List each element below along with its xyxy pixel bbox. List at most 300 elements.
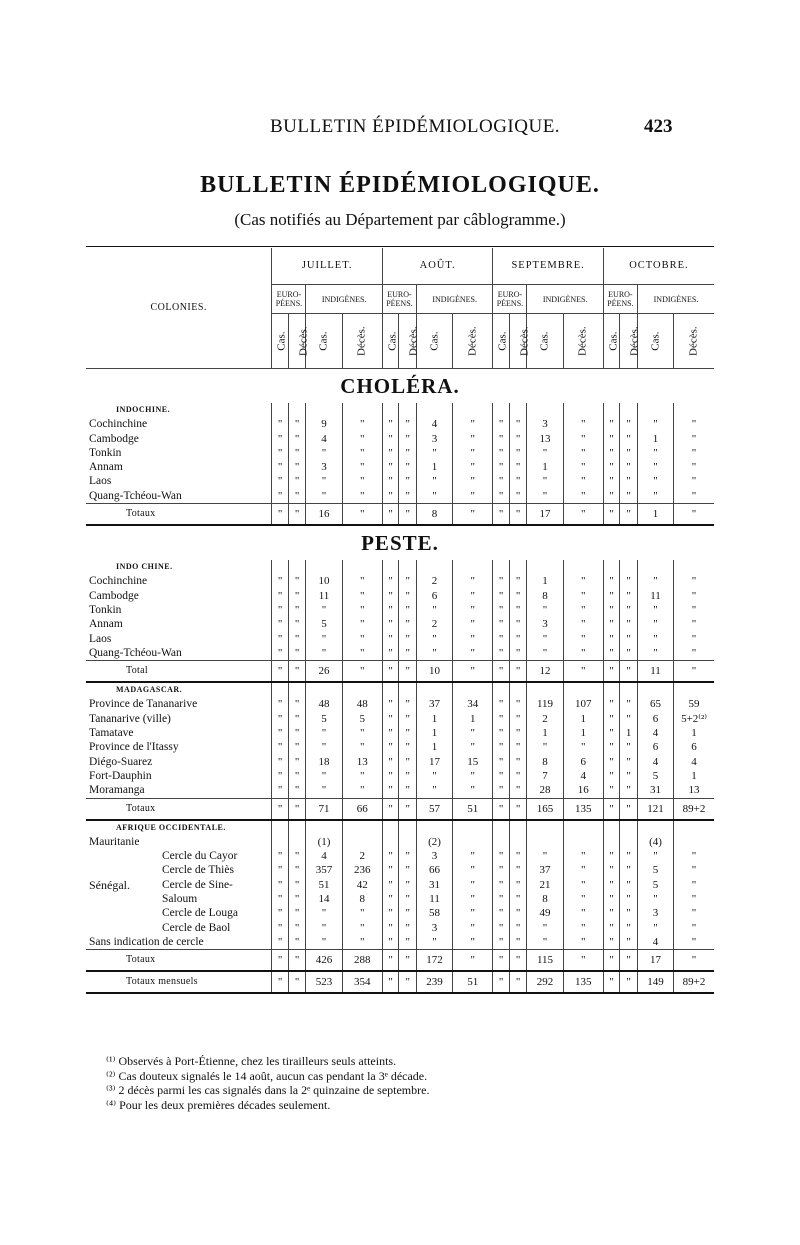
cell-value: " [382, 661, 399, 683]
cell-value: " [288, 755, 306, 769]
cell-value: " [493, 432, 510, 446]
cell-value: " [453, 906, 493, 920]
cell-value: " [342, 906, 382, 920]
table-row [86, 489, 714, 504]
cell-value: " [493, 646, 510, 661]
group-indochine-cholera [86, 403, 714, 417]
empty-cell [453, 682, 493, 697]
cell-value: " [509, 921, 527, 935]
cell-value: " [342, 617, 382, 631]
cell-value: " [603, 783, 620, 798]
cell-value: " [637, 603, 673, 617]
cell-value: " [493, 446, 510, 460]
cell-value: " [288, 589, 306, 603]
cell-value: " [637, 417, 673, 431]
cell-value: " [620, 504, 638, 526]
cell-value: 6 [416, 589, 452, 603]
cell-value: 18 [306, 755, 342, 769]
cell-value: " [399, 489, 417, 504]
cell-value: " [674, 632, 714, 646]
cell-value: " [342, 935, 382, 950]
cell-value: " [342, 589, 382, 603]
cell-value: 17 [416, 755, 452, 769]
cell-value: " [382, 617, 399, 631]
cell-value: " [509, 574, 527, 588]
cell-value: " [382, 740, 399, 754]
cell-value: " [509, 603, 527, 617]
row-label: Totaux [86, 504, 272, 526]
cell-value: " [382, 417, 399, 431]
empty-cell [603, 560, 620, 574]
cell-value: 13 [527, 432, 563, 446]
month-header-september: SEPTEMBRE. [493, 248, 603, 285]
cell-value: " [493, 632, 510, 646]
cell-value: " [272, 783, 289, 798]
row-label: Cercle de Thiès [162, 864, 234, 877]
cell-value: 4 [306, 432, 342, 446]
table-row [86, 783, 714, 798]
cell-value: " [674, 489, 714, 504]
cell-value: 5 [637, 769, 673, 783]
cell-value: " [288, 432, 306, 446]
row-label: Laos [89, 475, 112, 488]
cell-value: " [563, 504, 603, 526]
empty-cell [603, 820, 620, 835]
cell-value: " [603, 489, 620, 504]
cell-value: " [509, 446, 527, 460]
deces-label: Décès. [466, 326, 479, 356]
cell-value: " [603, 589, 620, 603]
cell-value: " [509, 661, 527, 683]
cell-value: " [342, 661, 382, 683]
cell-value: " [509, 726, 527, 740]
table-row [86, 755, 714, 769]
cell-value: " [603, 892, 620, 906]
cell-value: " [620, 892, 638, 906]
row-label: Tananarive (ville) [89, 712, 171, 725]
cell-value: " [272, 489, 289, 504]
cell-value: " [272, 432, 289, 446]
cell-value: " [453, 417, 493, 431]
cell-value: " [493, 574, 510, 588]
cell-value: " [453, 446, 493, 460]
cell-value: " [453, 603, 493, 617]
row-label: Totaux [86, 798, 272, 820]
cell-value: " [603, 474, 620, 488]
cell-value: 12 [527, 661, 563, 683]
cell-value: 1 [453, 712, 493, 726]
cell-value: " [493, 971, 510, 993]
europeens-subheader: EURO-PÉENS. [382, 285, 416, 314]
cell-value: " [416, 474, 452, 488]
cell-value: " [272, 755, 289, 769]
cell-value: (4) [637, 835, 673, 849]
cell-value: " [674, 878, 714, 892]
cell-value: " [527, 446, 563, 460]
cell-value: " [272, 798, 289, 820]
cell-value: 6 [637, 740, 673, 754]
row-label: Saloum [162, 893, 198, 906]
cell-value: " [527, 740, 563, 754]
row-label: Fort-Dauphin [89, 769, 152, 782]
cell-value: " [399, 474, 417, 488]
cell-value: " [603, 460, 620, 474]
cell-value: 1 [674, 769, 714, 783]
cell-value: " [493, 950, 510, 972]
cell-value: " [288, 603, 306, 617]
cell-value: 4 [637, 935, 673, 950]
cell-value: " [563, 460, 603, 474]
cell-value [493, 835, 510, 849]
cell-value: " [399, 417, 417, 431]
cell-value: " [637, 474, 673, 488]
row-label: Cercle de Louga [162, 907, 238, 920]
row-label: Cochinchine [89, 418, 148, 431]
cas-subheader [637, 314, 673, 369]
cell-value: " [272, 617, 289, 631]
cell-value: " [509, 906, 527, 920]
cell-value: " [603, 617, 620, 631]
deces-subheader [453, 314, 493, 369]
cas-subheader [527, 314, 563, 369]
cell-value: " [288, 712, 306, 726]
table-row [86, 769, 714, 783]
table-row [86, 740, 714, 754]
cell-value: " [509, 632, 527, 646]
deces-label: Décès. [356, 326, 369, 356]
cell-value: 1 [416, 726, 452, 740]
cell-value: " [620, 849, 638, 863]
cell-value: " [509, 474, 527, 488]
cell-value: " [382, 935, 399, 950]
cell-value: " [603, 740, 620, 754]
group-label: INDOCHINE. [116, 405, 171, 414]
cas-subheader [382, 314, 399, 369]
cell-value: 10 [416, 661, 452, 683]
cell-value: " [527, 489, 563, 504]
cell-value: " [453, 574, 493, 588]
empty-cell [493, 560, 510, 574]
cell-value: " [509, 432, 527, 446]
cell-value: " [509, 589, 527, 603]
empty-cell [674, 560, 714, 574]
cell-value: " [620, 935, 638, 950]
cell-value: " [416, 935, 452, 950]
cell-value: " [493, 417, 510, 431]
cell-value: " [563, 921, 603, 935]
cell-value: 31 [637, 783, 673, 798]
group-afrique-occidentale [86, 820, 714, 835]
cell-value: " [306, 646, 342, 661]
cell-value: " [563, 878, 603, 892]
cell-value: " [603, 697, 620, 711]
cell-value: " [272, 849, 289, 863]
empty-cell [493, 682, 510, 697]
cas-subheader [416, 314, 452, 369]
cell-value: " [509, 950, 527, 972]
cell-value: " [272, 740, 289, 754]
cell-value: " [620, 489, 638, 504]
deces-subheader [563, 314, 603, 369]
cell-value: " [509, 504, 527, 526]
cell-value: " [288, 878, 306, 892]
cell-value: 9 [306, 417, 342, 431]
empty-cell [453, 820, 493, 835]
cell-value: " [637, 921, 673, 935]
cell-value: 14 [306, 892, 342, 906]
cell-value: " [674, 950, 714, 972]
cell-value: " [382, 755, 399, 769]
cell-value: " [453, 892, 493, 906]
table-row [86, 646, 714, 661]
empty-cell [272, 560, 289, 574]
cell-value: " [288, 632, 306, 646]
table-row [86, 446, 714, 460]
cell-value: " [563, 432, 603, 446]
cell-value: " [674, 906, 714, 920]
cell-value: " [382, 906, 399, 920]
cell-value: 149 [637, 971, 673, 993]
cell-value: " [288, 504, 306, 526]
empty-cell [382, 403, 399, 417]
cell-value: " [272, 446, 289, 460]
cell-value: " [272, 574, 289, 588]
footnote-1: ⁽¹⁾ Observés à Port-Étienne, chez les tirailleurs seuls atteints. [106, 1054, 397, 1068]
empty-cell [563, 682, 603, 697]
running-head-title: BULLETIN ÉPIDÉMIOLOGIQUE. [270, 116, 561, 137]
cell-value: " [620, 798, 638, 820]
cell-value: " [509, 617, 527, 631]
cell-value: 2 [416, 617, 452, 631]
cell-value: " [399, 935, 417, 950]
cell-value: 37 [527, 863, 563, 877]
cas-subheader [603, 314, 620, 369]
cell-value: " [453, 921, 493, 935]
cell-value: 34 [453, 697, 493, 711]
row-label: Tonkin [89, 603, 122, 616]
cell-value: " [382, 878, 399, 892]
row-label: Cercle de Sine- Sénégal. [89, 877, 233, 892]
cell-value: " [674, 617, 714, 631]
cell-value: " [620, 417, 638, 431]
cell-value: " [620, 589, 638, 603]
cell-value: 3 [527, 617, 563, 631]
cell-value: " [637, 446, 673, 460]
deces-label: Décès. [577, 326, 590, 356]
empty-cell [416, 560, 452, 574]
cell-value: " [399, 849, 417, 863]
total-row [86, 661, 714, 683]
cell-value: " [563, 646, 603, 661]
cell-value: " [620, 474, 638, 488]
group-label: AFRIQUE OCCIDENTALE. [116, 822, 226, 832]
cell-value: " [288, 460, 306, 474]
cell-value: " [342, 726, 382, 740]
cell-value: 16 [563, 783, 603, 798]
cell-value: " [563, 489, 603, 504]
europeens-subheader: EURO-PÉENS. [603, 285, 637, 314]
cell-value: " [399, 798, 417, 820]
cell-value: 28 [527, 783, 563, 798]
cell-value: " [603, 417, 620, 431]
cell-value: " [382, 849, 399, 863]
cell-value [603, 835, 620, 849]
cell-value: " [399, 921, 417, 935]
cell-value: " [509, 697, 527, 711]
cell-value [342, 835, 382, 849]
cell-value: " [603, 712, 620, 726]
table-row [86, 849, 714, 863]
cell-value: " [288, 417, 306, 431]
empty-cell [637, 682, 673, 697]
cas-subheader [493, 314, 510, 369]
indigenes-subheader: INDIGÈNES. [306, 285, 382, 314]
cell-value: " [509, 489, 527, 504]
cell-value: " [399, 769, 417, 783]
cell-value: " [509, 769, 527, 783]
cell-value: 51 [453, 798, 493, 820]
cell-value: " [453, 617, 493, 631]
cell-value: " [288, 935, 306, 950]
cell-value: " [272, 632, 289, 646]
page-number: 423 [644, 116, 673, 137]
deces-label: Décès. [629, 326, 642, 356]
cell-value: " [306, 474, 342, 488]
cell-value: 57 [416, 798, 452, 820]
cell-value: 1 [527, 726, 563, 740]
cell-value: " [453, 849, 493, 863]
cell-value: " [509, 798, 527, 820]
cell-value: " [382, 632, 399, 646]
cell-value: 5 [342, 712, 382, 726]
cell-value: " [399, 726, 417, 740]
cell-value: " [272, 603, 289, 617]
cell-value [272, 835, 289, 849]
cell-value: 37 [416, 697, 452, 711]
empty-cell [342, 560, 382, 574]
cell-value: 357 [306, 863, 342, 877]
cell-value: 4 [563, 769, 603, 783]
cell-value: " [399, 617, 417, 631]
cell-value: " [527, 632, 563, 646]
cell-value: 5 [306, 617, 342, 631]
table-row [86, 726, 714, 740]
empty-cell [563, 403, 603, 417]
cell-value: " [603, 878, 620, 892]
cell-value: " [399, 646, 417, 661]
cell-value: " [382, 574, 399, 588]
cell-value: 66 [416, 863, 452, 877]
cell-value: " [603, 504, 620, 526]
cell-value: 51 [306, 878, 342, 892]
cell-value [563, 835, 603, 849]
cell-value: " [342, 783, 382, 798]
deces-label: Décès. [297, 326, 310, 356]
cell-value: " [272, 712, 289, 726]
empty-cell [637, 820, 673, 835]
empty-cell [306, 820, 342, 835]
cell-value: " [603, 446, 620, 460]
cell-value: " [527, 603, 563, 617]
cell-value: " [563, 892, 603, 906]
cell-value: 2 [527, 712, 563, 726]
cell-value: " [493, 489, 510, 504]
cell-value: " [674, 574, 714, 588]
empty-cell [382, 682, 399, 697]
cell-value: " [603, 950, 620, 972]
cell-value [620, 835, 638, 849]
row-label: Quang-Tchéou-Wan [89, 489, 182, 502]
cell-value: 4 [674, 755, 714, 769]
cell-value: " [620, 446, 638, 460]
cell-value: " [306, 726, 342, 740]
cell-value: 1 [563, 726, 603, 740]
cell-value: " [563, 589, 603, 603]
cell-value: 135 [563, 798, 603, 820]
cell-value: " [342, 769, 382, 783]
cell-value: " [637, 632, 673, 646]
cell-value: " [416, 646, 452, 661]
cell-value: " [674, 589, 714, 603]
cell-value [674, 835, 714, 849]
cell-value: 13 [342, 755, 382, 769]
group-indochine-peste [86, 560, 714, 574]
cell-value: " [620, 603, 638, 617]
footnote-2: ⁽²⁾ Cas douteux signalés le 14 août, aucun cas pendant la 3ᵉ décade. [106, 1068, 428, 1083]
empty-cell [288, 820, 306, 835]
table-row [86, 863, 714, 877]
footnote-3: ⁽³⁾ 2 décès parmi les cas signalés dans la 2ᵉ quinzaine de septembre. [106, 1083, 430, 1097]
empty-cell [603, 682, 620, 697]
cell-value: " [288, 489, 306, 504]
cell-value: " [493, 892, 510, 906]
cell-value: " [603, 603, 620, 617]
cell-value: " [563, 906, 603, 920]
empty-cell [382, 560, 399, 574]
cell-value: " [453, 935, 493, 950]
cell-value: " [272, 950, 289, 972]
table-row [86, 892, 714, 906]
row-label: Diégo-Suarez [89, 755, 153, 768]
cell-value: " [453, 740, 493, 754]
cell-value: " [382, 489, 399, 504]
cell-value: " [563, 474, 603, 488]
row-label: Moramanga [89, 784, 145, 797]
cell-value: " [674, 646, 714, 661]
cell-value: " [399, 504, 417, 526]
cell-value: " [399, 574, 417, 588]
cell-value: " [288, 783, 306, 798]
cell-value: " [674, 504, 714, 526]
cell-value: " [342, 460, 382, 474]
cell-value: " [382, 971, 399, 993]
cell-value: " [637, 489, 673, 504]
cell-value: " [637, 617, 673, 631]
cell-value: " [637, 460, 673, 474]
cell-value: " [493, 906, 510, 920]
cell-value: 4 [306, 849, 342, 863]
cell-value: " [509, 892, 527, 906]
cell-value: 11 [306, 589, 342, 603]
table-row [86, 935, 714, 950]
total-row [86, 798, 714, 820]
cell-value: " [620, 906, 638, 920]
cell-value: 49 [527, 906, 563, 920]
monthly-total-row [86, 971, 714, 993]
cell-value: " [399, 460, 417, 474]
cell-value: " [674, 863, 714, 877]
deces-label: Décès. [518, 326, 531, 356]
